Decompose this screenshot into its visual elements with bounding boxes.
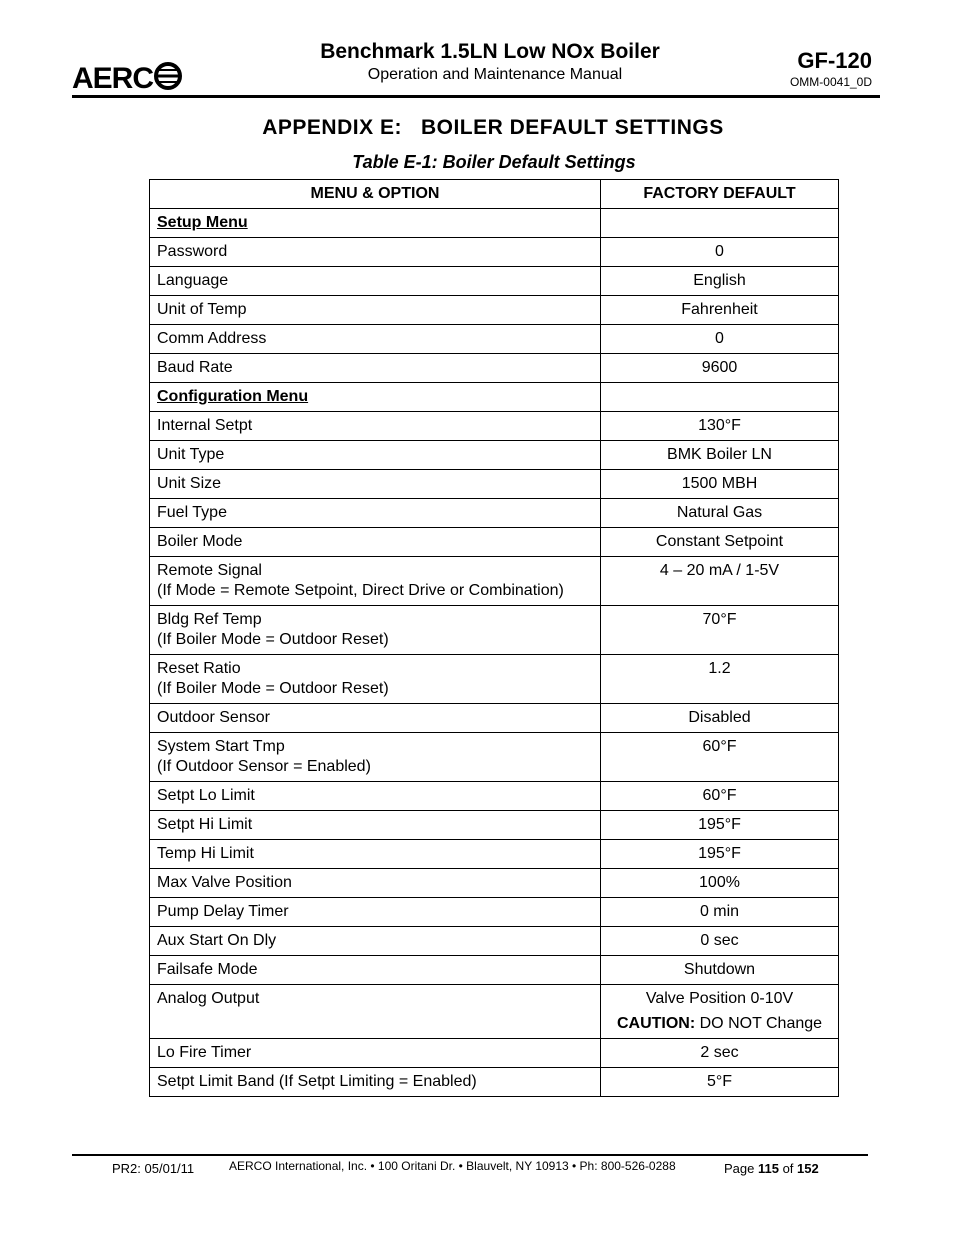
default-value: 0 min bbox=[699, 903, 740, 920]
default-settings-table bbox=[149, 179, 839, 1097]
option-label: Analog Output bbox=[157, 990, 260, 1007]
page-total: 152 bbox=[797, 1161, 819, 1176]
header-menu-option: MENU & OPTION bbox=[150, 180, 601, 209]
default-value: 130°F bbox=[698, 417, 741, 434]
default-value: 1.2 bbox=[708, 660, 731, 677]
table-row bbox=[150, 655, 839, 704]
revision-date: PR2: 05/01/11 bbox=[112, 1161, 195, 1176]
default-value-cell bbox=[601, 441, 839, 470]
default-value-cell bbox=[601, 557, 839, 606]
table-section-row bbox=[150, 209, 839, 238]
default-value-cell bbox=[601, 985, 839, 1039]
header-factory-default: FACTORY DEFAULT bbox=[601, 180, 839, 209]
option-condition: (If Boiler Mode = Outdoor Reset) bbox=[157, 680, 389, 697]
table-row bbox=[150, 869, 839, 898]
option-label: Pump Delay Timer bbox=[157, 903, 289, 920]
option-cell bbox=[150, 557, 601, 606]
option-label: Outdoor Sensor bbox=[157, 709, 270, 726]
option-cell bbox=[150, 956, 601, 985]
default-value-cell bbox=[601, 528, 839, 557]
default-value: 5°F bbox=[706, 1073, 733, 1090]
default-value: Shutdown bbox=[683, 961, 756, 978]
default-value-cell bbox=[601, 704, 839, 733]
option-label: Baud Rate bbox=[157, 359, 233, 376]
option-cell bbox=[150, 733, 601, 782]
default-value-cell bbox=[601, 782, 839, 811]
option-cell bbox=[150, 782, 601, 811]
option-cell bbox=[150, 927, 601, 956]
table-caption: Table E-1: Boiler Default Settings bbox=[352, 152, 636, 172]
table-row bbox=[150, 528, 839, 557]
default-value: 1500 MBH bbox=[681, 475, 758, 492]
option-label: Aux Start On Dly bbox=[157, 932, 277, 949]
table-row bbox=[150, 499, 839, 528]
option-cell bbox=[150, 1068, 601, 1097]
table-row bbox=[150, 840, 839, 869]
option-cell bbox=[150, 811, 601, 840]
table-row bbox=[150, 412, 839, 441]
default-value-cell bbox=[601, 1068, 839, 1097]
default-value: 60°F bbox=[702, 738, 737, 755]
default-value-cell bbox=[601, 412, 839, 441]
caution-text: DO NOT Change bbox=[695, 1015, 823, 1032]
default-value-cell bbox=[601, 325, 839, 354]
default-value-cell bbox=[601, 296, 839, 325]
option-label: Reset Ratio bbox=[157, 660, 241, 677]
header-rule bbox=[72, 95, 880, 98]
option-cell bbox=[150, 985, 601, 1039]
page-prefix: Page bbox=[724, 1161, 758, 1176]
table-row bbox=[150, 704, 839, 733]
table-section-row bbox=[150, 383, 839, 412]
manual-subtitle: Operation and Maintenance Manual bbox=[367, 66, 623, 83]
page-number bbox=[724, 1161, 819, 1176]
default-value: 0 bbox=[715, 243, 724, 260]
default-value-cell bbox=[601, 655, 839, 704]
option-cell bbox=[150, 325, 601, 354]
default-value-cell bbox=[601, 499, 839, 528]
table-body bbox=[150, 209, 839, 1097]
option-label: System Start Tmp bbox=[157, 738, 285, 755]
document-code: GF-120 bbox=[797, 48, 872, 73]
table-row bbox=[150, 470, 839, 499]
default-value-cell bbox=[601, 733, 839, 782]
option-cell bbox=[150, 296, 601, 325]
table-row bbox=[150, 238, 839, 267]
table-row bbox=[150, 898, 839, 927]
default-value-cell bbox=[601, 869, 839, 898]
option-label: Boiler Mode bbox=[157, 533, 243, 550]
aerco-logo bbox=[72, 58, 184, 94]
option-cell bbox=[150, 840, 601, 869]
table-row bbox=[150, 441, 839, 470]
option-label: Unit Size bbox=[157, 475, 222, 492]
default-value: 70°F bbox=[702, 611, 737, 628]
table-row bbox=[150, 1039, 839, 1068]
section-empty-cell bbox=[601, 209, 839, 238]
caution-label: CAUTION: bbox=[616, 1015, 696, 1032]
option-cell bbox=[150, 898, 601, 927]
option-label: Comm Address bbox=[157, 330, 267, 347]
default-value: Natural Gas bbox=[676, 504, 763, 521]
option-label: Fuel Type bbox=[157, 504, 227, 521]
option-cell bbox=[150, 528, 601, 557]
option-cell bbox=[150, 1039, 601, 1068]
table-row bbox=[150, 606, 839, 655]
option-condition: (If Boiler Mode = Outdoor Reset) bbox=[157, 631, 389, 648]
default-value: 100% bbox=[699, 874, 740, 891]
default-value: 0 sec bbox=[700, 932, 739, 949]
option-label: Failsafe Mode bbox=[157, 961, 258, 978]
table-row bbox=[150, 733, 839, 782]
option-cell bbox=[150, 704, 601, 733]
default-value: 60°F bbox=[702, 787, 737, 804]
option-condition: (If Outdoor Sensor = Enabled) bbox=[157, 758, 371, 775]
svg-text:AERC: AERC bbox=[72, 62, 154, 94]
page-of: of bbox=[778, 1161, 798, 1176]
default-value: 4 – 20 mA / 1-5V bbox=[659, 562, 780, 579]
section-label: Setup Menu bbox=[157, 214, 248, 231]
default-value-cell bbox=[601, 606, 839, 655]
option-cell bbox=[150, 267, 601, 296]
manual-title: Benchmark 1.5LN Low NOx Boiler bbox=[320, 40, 660, 63]
table-row bbox=[150, 1068, 839, 1097]
footer-rule bbox=[72, 1154, 868, 1156]
option-label: Setpt Hi Limit bbox=[157, 816, 253, 833]
option-cell bbox=[150, 238, 601, 267]
option-label: Max Valve Position bbox=[157, 874, 292, 891]
default-value: 2 sec bbox=[700, 1044, 739, 1061]
table-row bbox=[150, 985, 839, 1039]
table-header-row bbox=[150, 180, 839, 209]
default-value-cell bbox=[601, 840, 839, 869]
option-condition: (If Mode = Remote Setpoint, Direct Drive or Combination) bbox=[157, 582, 564, 599]
option-label: Bldg Ref Temp bbox=[157, 611, 262, 628]
default-value-cell bbox=[601, 238, 839, 267]
default-value-cell bbox=[601, 470, 839, 499]
default-value: 0 bbox=[715, 330, 724, 347]
page-current: 115 bbox=[757, 1161, 779, 1176]
table-row bbox=[150, 325, 839, 354]
default-value: Disabled bbox=[688, 709, 751, 726]
table-row bbox=[150, 782, 839, 811]
default-value-cell bbox=[601, 267, 839, 296]
default-value-cell bbox=[601, 354, 839, 383]
option-cell bbox=[150, 606, 601, 655]
table-row bbox=[150, 354, 839, 383]
section-heading bbox=[150, 383, 601, 412]
caution-note bbox=[608, 1014, 831, 1034]
table-row bbox=[150, 296, 839, 325]
option-label: Internal Setpt bbox=[157, 417, 253, 434]
table-row bbox=[150, 956, 839, 985]
section-empty-cell bbox=[601, 383, 839, 412]
option-label: Language bbox=[157, 272, 229, 289]
option-label: Temp Hi Limit bbox=[157, 845, 254, 862]
default-value: Constant Setpoint bbox=[655, 533, 784, 550]
option-label: Remote Signal bbox=[157, 562, 262, 579]
default-value-cell bbox=[601, 1039, 839, 1068]
option-cell bbox=[150, 655, 601, 704]
section-heading bbox=[150, 209, 601, 238]
option-cell bbox=[150, 412, 601, 441]
option-label: Setpt Limit Band (If Setpt Limiting = Enabled) bbox=[157, 1073, 477, 1090]
default-value-cell bbox=[601, 956, 839, 985]
option-cell bbox=[150, 441, 601, 470]
default-value: 9600 bbox=[701, 359, 738, 376]
option-label: Lo Fire Timer bbox=[157, 1044, 252, 1061]
option-cell bbox=[150, 470, 601, 499]
section-label: Configuration Menu bbox=[157, 388, 309, 405]
default-value-cell bbox=[601, 811, 839, 840]
default-value: Valve Position 0-10V bbox=[645, 990, 794, 1007]
default-value: English bbox=[693, 272, 746, 289]
option-label: Password bbox=[157, 243, 228, 260]
option-cell bbox=[150, 869, 601, 898]
default-value-cell bbox=[601, 927, 839, 956]
default-value: BMK Boiler LN bbox=[667, 446, 772, 463]
default-value-cell bbox=[601, 898, 839, 927]
option-label: Setpt Lo Limit bbox=[157, 787, 255, 804]
default-value: 195°F bbox=[698, 845, 741, 862]
appendix-heading: APPENDIX E: BOILER DEFAULT SETTINGS bbox=[262, 116, 724, 139]
table-row bbox=[150, 267, 839, 296]
default-value: Fahrenheit bbox=[681, 301, 758, 318]
option-label: Unit of Temp bbox=[157, 301, 247, 318]
table-row bbox=[150, 927, 839, 956]
default-value: 195°F bbox=[698, 816, 741, 833]
table-row bbox=[150, 811, 839, 840]
company-address: AERCO International, Inc. • 100 Oritani Dr. • Blauvelt, NY 10913 • Ph: 800-526-0288 bbox=[229, 1159, 676, 1173]
table-row bbox=[150, 557, 839, 606]
option-label: Unit Type bbox=[157, 446, 225, 463]
document-number: OMM-0041_0D bbox=[789, 75, 872, 89]
option-cell bbox=[150, 499, 601, 528]
option-cell bbox=[150, 354, 601, 383]
